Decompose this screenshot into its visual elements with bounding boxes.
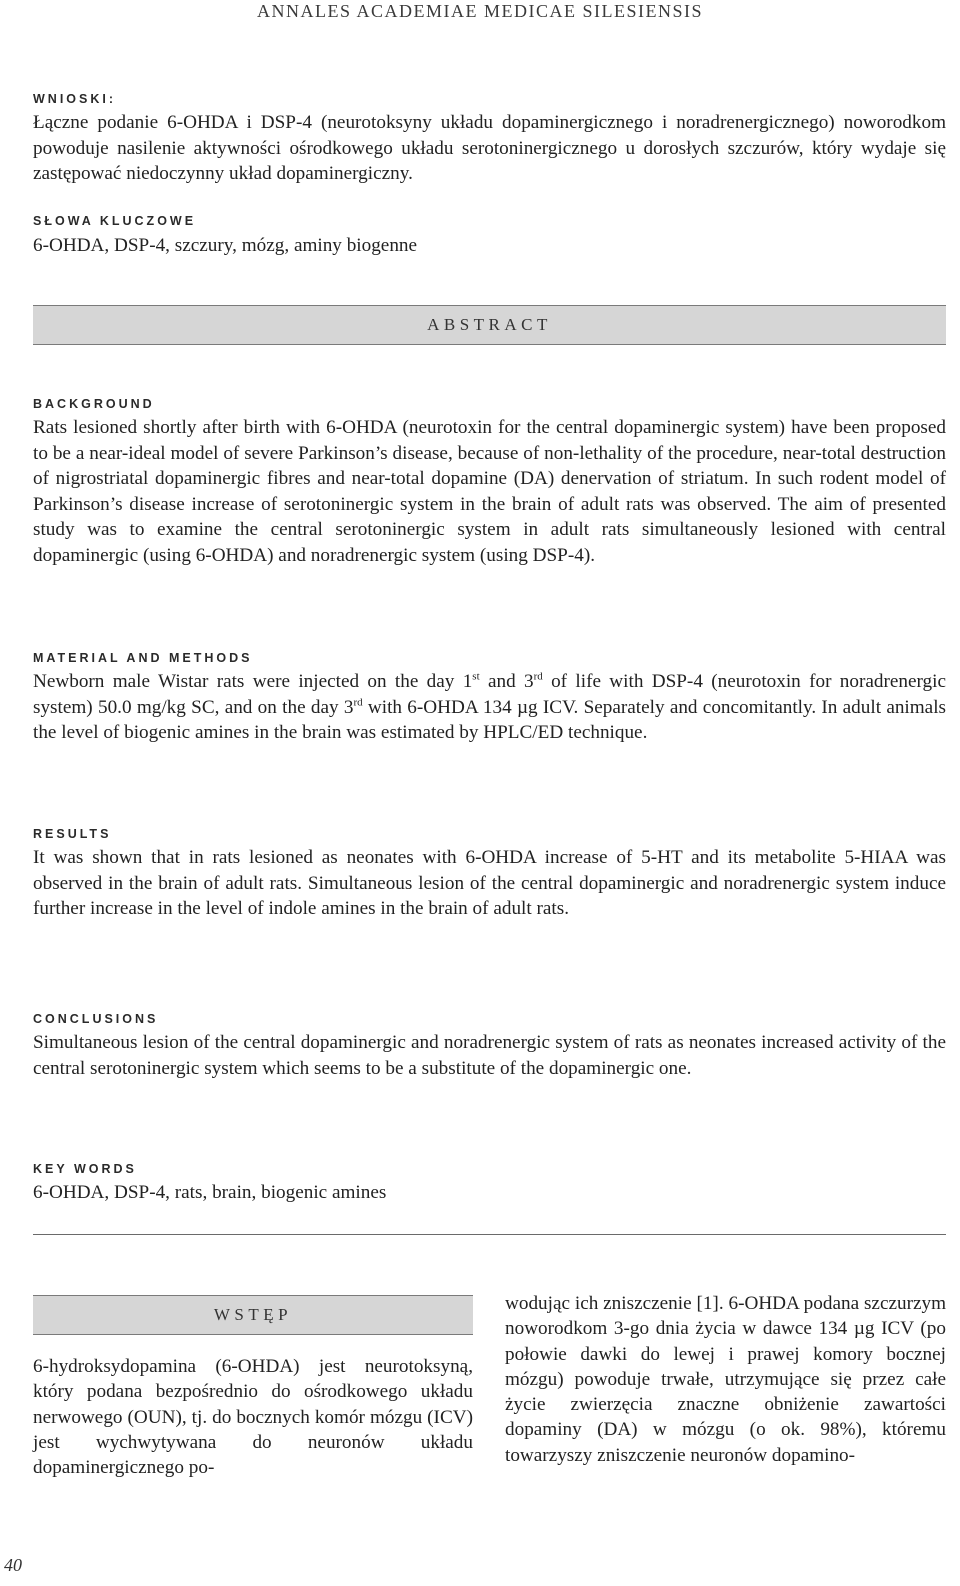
section-divider xyxy=(33,1234,946,1235)
wstep-heading: WSTĘP xyxy=(33,1295,473,1335)
wnioski-label: WNIOSKI: xyxy=(33,92,117,106)
methods-text: Newborn male Wistar rats were injected on the day 1st and 3rd of life with DSP-4 (neurotoxin for noradrenergic system) 50.0 mg/kg SC, and on the day 3rd with 6-OHDA 134 µg ICV. Separately and concomitantly. In adult animals the level of biogenic amines in the brain was estimated by HPLC/ED technique. xyxy=(33,670,946,743)
methods-label: MATERIAL AND METHODS xyxy=(33,651,253,665)
slowa-kluczowe-label: SŁOWA KLUCZOWE xyxy=(33,214,197,228)
background-label: BACKGROUND xyxy=(33,397,155,411)
conclusions-label: CONCLUSIONS xyxy=(33,1012,159,1026)
key-words-label: KEY WORDS xyxy=(33,1162,137,1176)
conclusions-text: Simultaneous lesion of the central dopaminergic and noradrenergic system of rats as neonates increased activity of the central serotoninergic system which seems to be a substitute of the dopaminergic one. xyxy=(33,1032,946,1079)
results-label: RESULTS xyxy=(33,827,112,841)
abstract-heading: ABSTRACT xyxy=(33,305,946,345)
right-column-text: wodując ich zniszczenie [1]. 6-OHDA podana szczurzym noworodkom 3-go dnia życia w dawce 134 µg ICV (po połowie dawki do lewej i prawej komory bocznej mózgu) powoduje trwałe, utrzymujące się przez całe życie zwierzęcia znaczne obniżenie zawartości dopaminy (DA) w mózgu (o ok. 98%), któremu towarzyszy zniszczenie neuronów dopamino- xyxy=(505,1293,946,1466)
wnioski-text: Łączne podanie 6-OHDA i DSP-4 (neurotoksyny układu dopaminergicznego i noradrenergicznego) noworodkom powoduje nasilenie aktywności ośrodkowego układu serotoninergicznego u dorosłych szczurów, który wydaje się zastępować niedoczynny układ dopaminergiczny. xyxy=(33,112,946,184)
left-column-text: 6-hydroksydopamina (6-OHDA) jest neurotoksyną, który podana bezpośrednio do ośrodkowego układu nerwowego (OUN), tj. do bocznych komór mózgu (ICV) jest wychwytywana do neuronów układu dopaminergicznego po- xyxy=(33,1356,473,1479)
slowa-kluczowe-text: 6-OHDA, DSP-4, szczury, mózg, aminy biogenne xyxy=(33,235,418,256)
key-words-text: 6-OHDA, DSP-4, rats, brain, biogenic amines xyxy=(33,1182,387,1203)
results-text: It was shown that in rats lesioned as neonates with 6-OHDA increase of 5-HT and its metabolite 5-HIAA was observed in the brain of adult rats. Simultaneous lesion of the central dopaminergic and noradrenergic system induce further increase in the level of indole amines in the brain of adult rats. xyxy=(33,847,946,919)
running-head: ANNALES ACADEMIAE MEDICAE SILESIENSIS xyxy=(257,1,703,21)
background-text: Rats lesioned shortly after birth with 6-OHDA (neurotoxin for the central dopaminergic system) have been proposed to be a near-ideal model of severe Parkinson’s disease, because of non-lethality of the procedure, near-total destruction of nigrostriatal dopaminergic fibres and near-total dopamine (DA) denervation of striatum. In such rodent model of Parkinson’s disease increase of serotoninergic system in the brain of adult rats was observed. The aim of presented study was to examine the central serotoninergic system in adult rats simultaneously lesioned with central dopaminergic (using 6-OHDA) and noradrenergic system (using DSP-4). xyxy=(33,417,946,566)
page-number: 40 xyxy=(4,1555,22,1575)
